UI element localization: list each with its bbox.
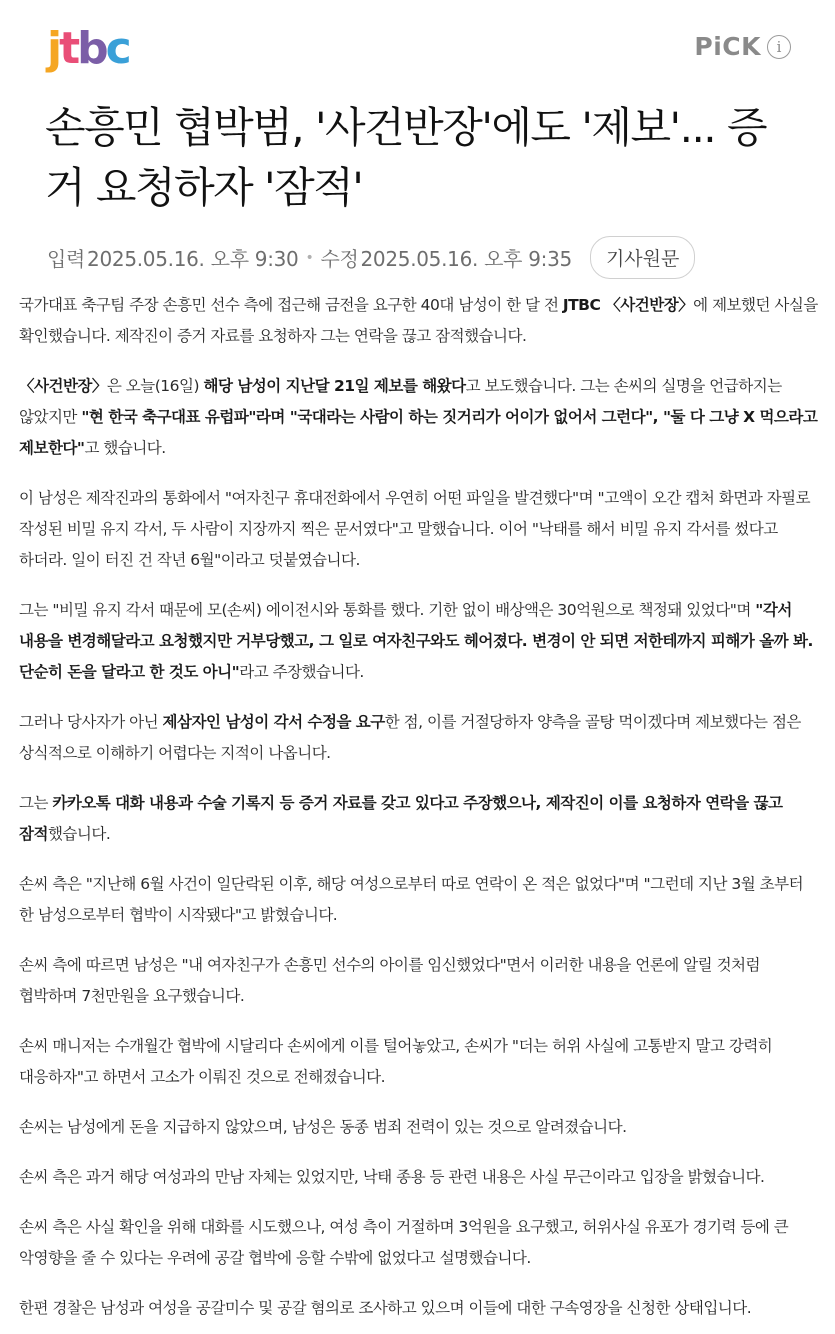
article-paragraph <box>19 290 819 352</box>
bold-text: JTBC 〈사건반장〉 <box>562 296 694 314</box>
text-segment: 고 보도했습니다. 그는 손씨의 실명을 언급하지는 않았지만 <box>19 377 782 426</box>
article-paragraph <box>19 950 819 1012</box>
article-header <box>0 0 835 90</box>
text-segment: 에 제보했던 사실을 확인했습니다. 제작진이 증거 자료를 요청하자 그는 연락을 끊고 잠적했습니다. <box>19 296 818 345</box>
bold-text: 제삼자인 남성이 각서 수정을 요구 <box>162 713 385 731</box>
text-segment: 손씨 측에 따르면 남성은 "내 여자친구가 손흥민 선수의 아이를 임신했었다"면서 이러한 내용을 언론에 알릴 것처럼 협박하며 7천만원을 요구했습니다. <box>19 956 760 1005</box>
article-paragraph <box>19 371 819 464</box>
text-segment: 국가대표 축구팀 주장 손흥민 선수 측에 접근해 금전을 요구한 40대 남성이 한 달 전 <box>19 296 563 314</box>
text-segment: 고 했습니다. <box>84 439 166 457</box>
jtbc-logo[interactable] <box>47 23 129 74</box>
logo-letter: c <box>105 23 129 74</box>
meta-separator: • <box>305 249 314 266</box>
bold-text: 해당 남성이 지난달 21일 제보를 해왔다 <box>203 377 466 395</box>
article-meta <box>47 236 807 279</box>
text-segment: 이 남성은 제작진과의 통화에서 "여자친구 휴대전화에서 우연히 어떤 파일을 발견했다"며 "고액이 오간 캡처 화면과 자필로 작성된 비밀 유지 각서, 두 사람이 지장까지 찍은 문서였다"고 말했습니다. 이어 "낙태를 해서 비밀 유지 각서를 썼다고 하더라. 일이 터진 건 작년 6월"이라고 덧붙였습니다. <box>19 489 811 569</box>
bold-text: 카카오톡 대화 내용과 수술 기록지 등 증거 자료를 갖고 있다고 주장했으나, 제작진이 이를 요청하자 연락을 끊고 잠적 <box>19 794 783 843</box>
pick-badge[interactable] <box>694 32 791 61</box>
text-segment: 은 오늘(16일) <box>106 377 204 395</box>
article-paragraph <box>19 595 819 688</box>
article-paragraph <box>19 788 819 850</box>
bold-text: 〈사건반장〉 <box>19 377 107 395</box>
logo-letter: j <box>47 23 60 74</box>
article-paragraph <box>19 707 819 769</box>
text-segment: 한 점, 이를 거절당하자 양측을 골탕 먹이겠다며 제보했다는 점은 상식적으로 이해하기 어렵다는 지적이 나옵니다. <box>19 713 801 762</box>
edit-time: 2025.05.16. 오후 9:35 <box>360 247 572 271</box>
text-segment: 손씨 매니저는 수개월간 협박에 시달리다 손씨에게 이를 털어놓았고, 손씨가 "더는 허위 사실에 고통받지 말고 강력히 대응하자"고 하면서 고소가 이뤄진 것으로 전해졌습니다. <box>19 1037 773 1086</box>
text-segment: 그러나 당사자가 아닌 <box>19 713 163 731</box>
input-label: 입력 <box>47 247 86 271</box>
bold-text: "각서 내용을 변경해달라고 요청했지만 거부당했고, 그 일로 여자친구와도 헤어졌다. 변경이 안 되면 저한테까지 피해가 올까 봐. 단순히 돈을 달라고 한 것도 아니" <box>19 601 813 681</box>
bold-text: "현 한국 축구대표 유럽파"라며 "국대라는 사람이 하는 짓거리가 어이가 없어서 그런다", "둘 다 그냥 X 먹으라고 제보한다" <box>19 408 818 457</box>
text-segment: 한편 경찰은 남성과 여성을 공갈미수 및 공갈 혐의로 조사하고 있으며 이들에 대한 구속영장을 신청한 상태입니다. <box>19 1299 752 1317</box>
pick-label: PiCK <box>694 32 761 61</box>
article-paragraph <box>19 1293 819 1324</box>
text-segment: 손씨는 남성에게 돈을 지급하지 않았으며, 남성은 동종 범죄 전력이 있는 것으로 알려졌습니다. <box>19 1118 627 1136</box>
article-paragraph <box>19 1031 819 1093</box>
article-body <box>19 290 819 1324</box>
input-time: 2025.05.16. 오후 9:30 <box>87 247 299 271</box>
logo-letter: b <box>77 23 106 74</box>
text-segment: 손씨 측은 사실 확인을 위해 대화를 시도했으나, 여성 측이 거절하며 3억원을 요구했고, 허위사실 유포가 경기력 등에 큰 악영향을 줄 수 있다는 우려에 공갈 협박에 응할 수밖에 없었다고 설명했습니다. <box>19 1218 789 1267</box>
text-segment: 그는 "비밀 유지 각서 때문에 모(손씨) 에이전시와 통화를 했다. 기한 없이 배상액은 30억원으로 책정돼 있었다"며 <box>19 601 756 619</box>
text-segment: 그는 <box>19 794 53 812</box>
article-paragraph <box>19 1212 819 1274</box>
article-paragraph <box>19 483 819 576</box>
original-article-button[interactable]: 기사원문 <box>590 236 695 279</box>
text-segment: 손씨 측은 "지난해 6월 사건이 일단락된 이후, 해당 여성으로부터 따로 연락이 온 적은 없었다"며 "그런데 지난 3월 초부터 한 남성으로부터 협박이 시작됐다"고 밝혔습니다. <box>19 875 804 924</box>
article-paragraph <box>19 1162 819 1193</box>
info-icon[interactable]: i <box>767 35 791 59</box>
text-segment: 했습니다. <box>47 825 111 843</box>
text-segment: 라고 주장했습니다. <box>239 663 364 681</box>
logo-letter: t <box>59 23 78 74</box>
edit-label: 수정 <box>320 247 359 271</box>
article-paragraph <box>19 1112 819 1143</box>
article-title: 손흥민 협박범, '사건반장'에도 '제보'... 증거 요청하자 '잠적' <box>45 103 767 212</box>
text-segment: 손씨 측은 과거 해당 여성과의 만남 자체는 있었지만, 낙태 종용 등 관련 내용은 사실 무근이라고 입장을 밝혔습니다. <box>19 1168 765 1186</box>
article-paragraph <box>19 869 819 931</box>
